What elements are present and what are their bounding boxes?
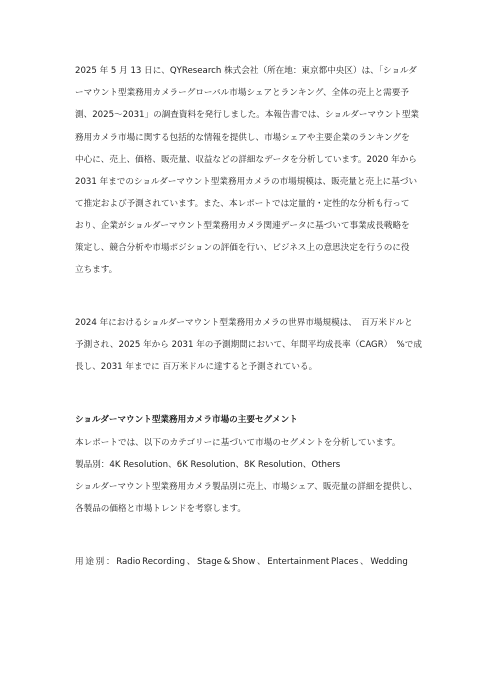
market-line-2: 予測され、2025 年から 2031 年の予測期間において、年間平均成長率（CAGR） %で成 (75, 340, 422, 350)
application-token: 途 (85, 557, 94, 567)
application-token: ： (105, 557, 115, 567)
application-token: 、 (360, 557, 369, 567)
market-line-3: 長し、2031 年までに 百万米ドルに達すると予測されている。 (75, 362, 318, 372)
application-token: 、 (256, 557, 266, 567)
application-token: 、 (186, 557, 196, 567)
segment-line-4: 各製品の価格と市場トレンドを考察します。 (75, 504, 246, 514)
intro-line-9: 策定し、競合分析や市場ポジションの評価を行い、ビジネス上の意思決定を行うのに役 (75, 243, 410, 253)
market-line-1: 2024 年におけるショルダーマウント型業務用カメラの世界市場規模は、 百万米ドルと (75, 318, 413, 328)
intro-line-1: 2025 年 5 月 13 日に、QYResearch 株式会社（所在地：東京都中央区）は、「ショルダ (75, 66, 417, 76)
application-line (75, 557, 408, 568)
application-token: Radio (116, 557, 141, 567)
intro-line-5: 中心に、売上、価格、販売量、収益などの詳細なデータを分析しています。2020 年から (75, 155, 417, 165)
intro-line-3: 測、2025〜2031」の調査資料を発行しました。本報告書では、ショルダーマウント型業 (75, 110, 420, 120)
segment-line-1: 本レポートでは、以下のカテゴリーに基づいて市場のセグメントを分析しています。 (75, 438, 401, 448)
intro-line-10: 立ちます。 (75, 265, 118, 275)
intro-line-2: ーマウント型業務用カメラーグローバル市場シェアとランキング、全体の売上と需要予 (75, 88, 409, 98)
segment-line-3: ショルダーマウント型業務用カメラ製品別に売上、市場シェア、販売量の詳細を提供し、 (75, 482, 418, 492)
segment-line-2: 製品別：4K Resolution、6K Resolution、8K Resolution、Others (75, 460, 341, 470)
intro-line-6: 2031 年までのショルダーマウント型業務用カメラの市場規模は、販売量と売上に基づい (75, 177, 418, 187)
application-token: 別 (95, 557, 105, 567)
application-token: Entertainment (267, 557, 330, 567)
application-token: & (223, 557, 231, 567)
application-token: Show (232, 557, 256, 567)
application-token: Wedding (370, 557, 408, 567)
application-token: 用 (75, 557, 84, 567)
application-token: Recording (142, 557, 186, 567)
segment-heading: ショルダーマウント型業務用カメラ市場の主要セグメント (75, 415, 298, 425)
application-token: Places (331, 557, 359, 567)
application-token: Stage (197, 557, 222, 567)
intro-line-4: 務用カメラ市場に関する包括的な情報を提供し、市場シェアや主要企業のランキングを (75, 133, 410, 143)
intro-line-8: おり、企業がショルダーマウント型業務用カメラ関連データに基づいて事業成長戦略を (75, 221, 410, 231)
intro-line-7: て推定および予測されています。また、本レポートでは定量的・定性的な分析も行って (75, 199, 410, 209)
